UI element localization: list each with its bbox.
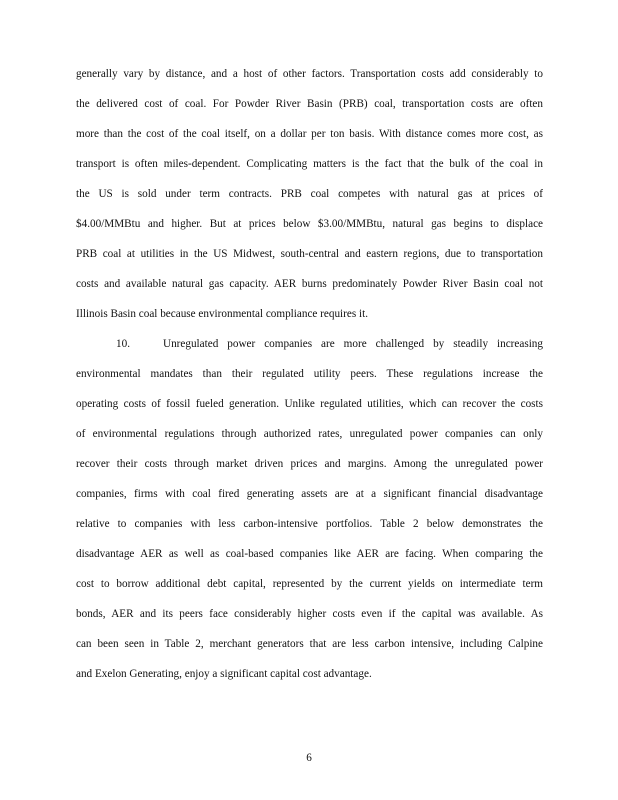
text-line: PRB coal at utilities in the US Midwest, south-central and eastern regions, due to transportation bbox=[76, 248, 543, 260]
text-line: and Exelon Generating, enjoy a significant capital cost advantage. bbox=[76, 668, 372, 680]
text-line: bonds, AER and its peers face considerably higher costs even if the capital was available. As bbox=[76, 608, 543, 620]
text-line: of environmental regulations through authorized rates, unregulated power companies can only bbox=[76, 428, 543, 440]
text-line: the delivered cost of coal. For Powder River Basin (PRB) coal, transportation costs are often bbox=[76, 98, 543, 110]
text-line: generally vary by distance, and a host of other factors. Transportation costs add considerably to bbox=[76, 68, 543, 80]
text-line: relative to companies with less carbon-intensive portfolios. Table 2 below demonstrates the bbox=[76, 518, 543, 530]
text-line: recover their costs through market driven prices and margins. Among the unregulated power bbox=[76, 458, 543, 470]
text-line: transport is often miles-dependent. Complicating matters is the fact that the bulk of the coal in bbox=[76, 158, 543, 170]
text-line: $4.00/MMBtu and higher. But at prices below $3.00/MMBtu, natural gas begins to displace bbox=[76, 218, 543, 230]
text-line: disadvantage AER as well as coal-based companies like AER are facing. When comparing the bbox=[76, 548, 543, 560]
text-line: cost to borrow additional debt capital, represented by the current yields on intermediate term bbox=[76, 578, 543, 590]
text-line: Unregulated power companies are more challenged by steadily increasing bbox=[163, 338, 543, 350]
text-line: more than the cost of the coal itself, on a dollar per ton basis. With distance comes more cost, as bbox=[76, 128, 543, 140]
text-line: environmental mandates than their regulated utility peers. These regulations increase the bbox=[76, 368, 543, 380]
text-line: companies, firms with coal fired generating assets are at a significant financial disadvantage bbox=[76, 488, 543, 500]
text-line: Illinois Basin coal because environmental compliance requires it. bbox=[76, 308, 369, 320]
text-line: can been seen in Table 2, merchant generators that are less carbon intensive, including Calpine bbox=[76, 638, 543, 650]
text-line: the US is sold under term contracts. PRB coal competes with natural gas at prices of bbox=[76, 188, 543, 200]
text-line: operating costs of fossil fueled generation. Unlike regulated utilities, which can recover the costs bbox=[76, 398, 543, 410]
text-line: costs and available natural gas capacity. AER burns predominately Powder River Basin coal not bbox=[76, 278, 543, 290]
page-number: 6 bbox=[306, 752, 312, 764]
paragraph-number: 10. bbox=[116, 338, 130, 350]
